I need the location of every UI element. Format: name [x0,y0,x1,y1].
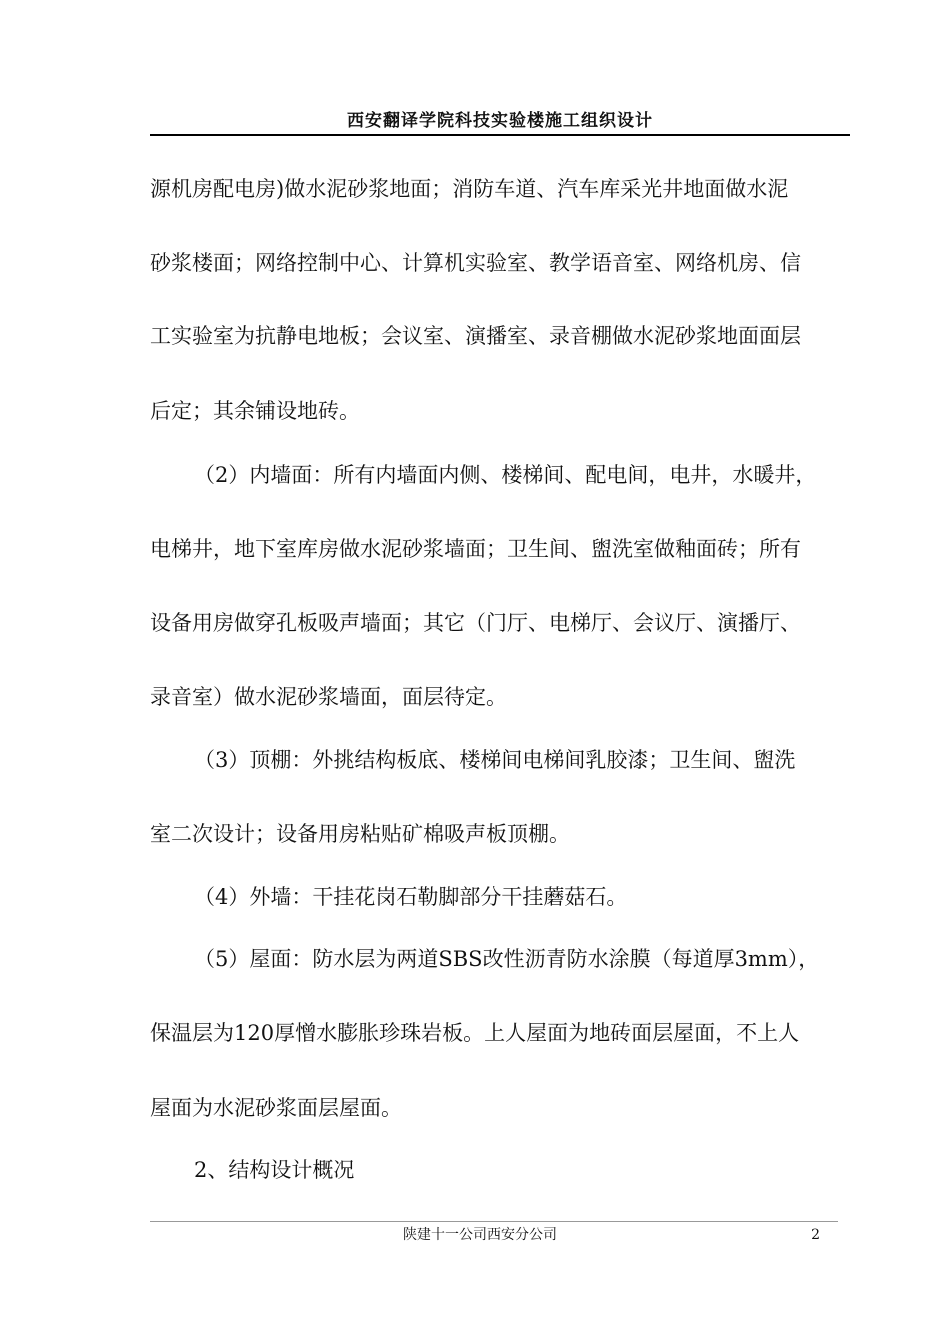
text-line: 屋面为水泥砂浆面层屋面。 [150,1096,402,1120]
text-line: 砂浆楼面；网络控制中心、计算机实验室、教学语音室、网络机房、信 [150,251,801,275]
header-divider [150,134,850,136]
text-line: （3）顶棚：外挑结构板底、楼梯间电梯间乳胶漆；卫生间、盥洗 [194,748,796,772]
text-line: 设备用房做穿孔板吸声墙面；其它（门厅、电梯厅、会议厅、演播厅、 [150,611,801,635]
text-line: 保温层为120厚憎水膨胀珍珠岩板。上人屋面为地砖面层屋面，不上人 [150,1021,800,1045]
page-number: 2 [811,1227,820,1243]
text-line: 源机房配电房)做水泥砂浆地面；消防车道、汽车库采光井地面做水泥 [150,177,789,201]
text-line: 录音室）做水泥砂浆墙面，面层待定。 [150,685,507,709]
text-line: （2）内墙面：所有内墙面内侧、楼梯间、配电间，电井，水暖井， [194,463,817,487]
text-line: （5）屋面：防水层为两道SBS改性沥青防水涂膜（每道厚3mm）， [194,947,820,971]
text-line: 室二次设计；设备用房粘贴矿棉吸声板顶棚。 [150,822,570,846]
document-title: 西安翻译学院科技实验楼施工组织设计 [347,111,653,131]
text-line: 电梯井，地下室库房做水泥砂浆墙面；卫生间、盥洗室做釉面砖；所有 [150,537,801,561]
text-line: 工实验室为抗静电地板；会议室、演播室、录音棚做水泥砂浆地面面层 [150,324,801,348]
footer-divider [150,1221,838,1222]
text-line: （4）外墙：干挂花岗石勒脚部分干挂蘑菇石。 [194,885,628,909]
text-line: 后定；其余铺设地砖。 [150,399,360,423]
section-heading: 2、结构设计概况 [194,1158,355,1182]
footer-company: 陕建十一公司西安分公司 [403,1227,557,1243]
